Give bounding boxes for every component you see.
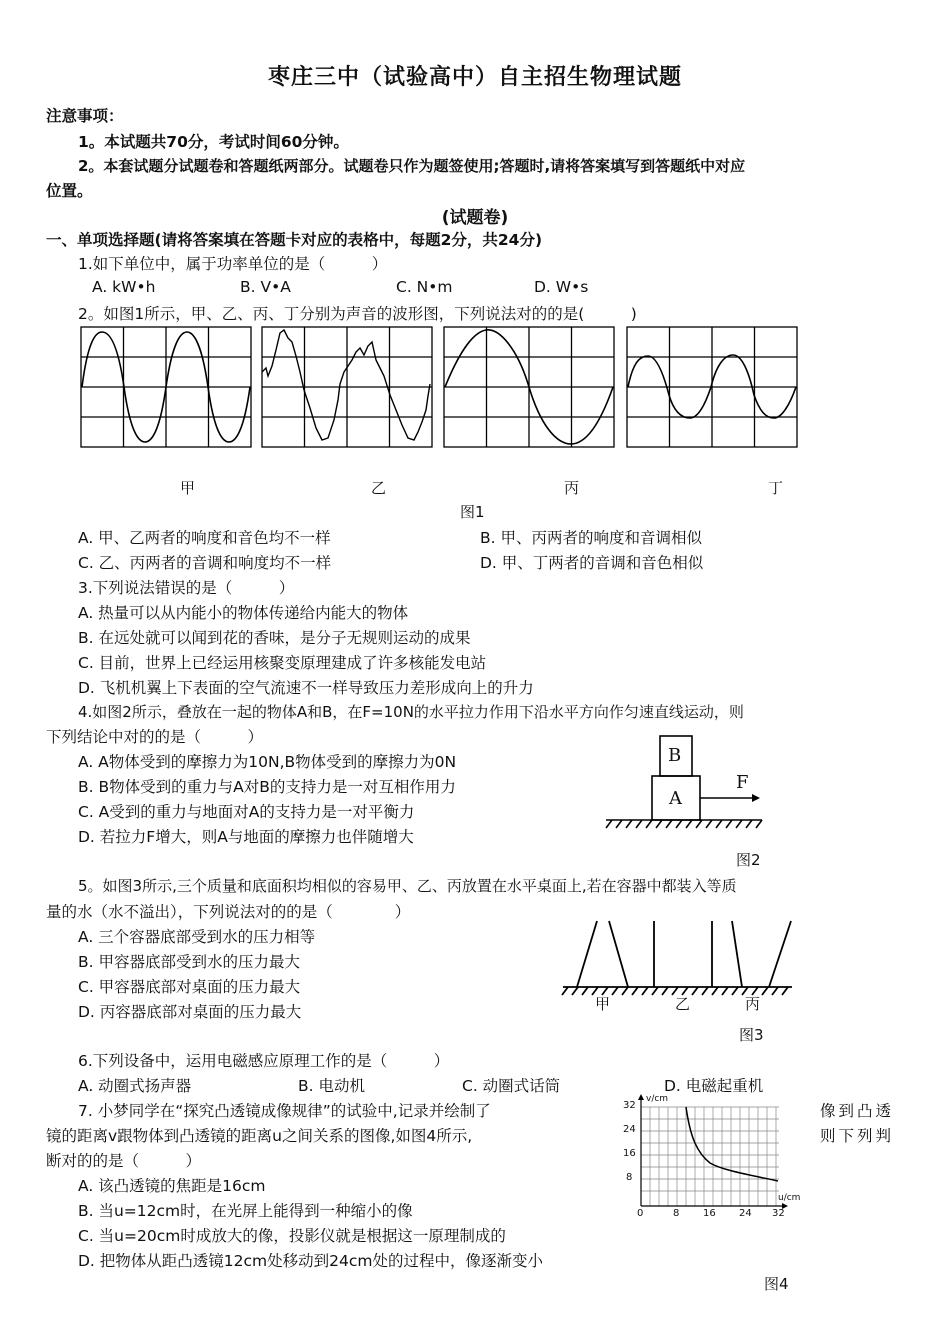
q6-option-b: B. 电动机 bbox=[298, 1077, 365, 1095]
q3-option-c: C. 目前，世界上已经运用核聚变原理建成了许多核能发电站 bbox=[78, 654, 487, 672]
notice-item-1: 1。本试题共70分，考试时间60分钟。 bbox=[78, 133, 349, 151]
q6-option-a: A. 动圈式扬声器 bbox=[78, 1077, 192, 1095]
q5-option-c: C. 甲容器底部对桌面的压力最大 bbox=[78, 978, 301, 996]
wave-label-yi: 乙 bbox=[371, 479, 387, 497]
q4-option-c: C. A受到的重力与地面对A的支持力是一对平衡力 bbox=[78, 803, 415, 821]
graph-x-tick-16: 16 bbox=[703, 1208, 716, 1219]
q7-option-c: C. 当u=20cm时成放大的像，投影仪就是根据这一原理制成的 bbox=[78, 1227, 506, 1245]
q7-stem-cont-2: 断对的的是（ ） bbox=[46, 1152, 202, 1170]
q4-option-a: A. A物体受到的摩擦力为10N,B物体受到的摩擦力为0N bbox=[78, 753, 457, 771]
q3-stem: 3.下列说法错误的是（ ） bbox=[78, 579, 295, 597]
container-label-bing: 丙 bbox=[745, 995, 761, 1013]
q6-stem: 6.下列设备中，运用电磁感应原理工作的是（ ） bbox=[78, 1052, 450, 1070]
q7-stem-right-1: 像到凸透 bbox=[820, 1102, 895, 1120]
q4-stem: 4.如图2所示，叠放在一起的物体A和B，在F=10N的水平拉力作用下沿水平方向作匀速直线运动，则 bbox=[78, 703, 744, 721]
figure-3-caption: 图3 bbox=[739, 1026, 764, 1044]
q6-option-c: C. 动圈式话筒 bbox=[462, 1077, 561, 1095]
graph-y-tick-24: 24 bbox=[623, 1124, 636, 1135]
q2-option-c: C. 乙、丙两者的音调和响度均不一样 bbox=[78, 554, 332, 572]
q4-option-b: B. B物体受到的重力与A对B的支持力是一对互相作用力 bbox=[78, 778, 456, 796]
graph-y-label: v/cm bbox=[646, 1094, 669, 1104]
q5-option-b: B. 甲容器底部受到水的压力最大 bbox=[78, 953, 300, 971]
q3-option-b: B. 在远处就可以闻到花的香味，是分子无规则运动的成果 bbox=[78, 629, 471, 647]
q1-option-b: B. V•A bbox=[240, 278, 291, 296]
q2-option-b: B. 甲、丙两者的响度和音调相似 bbox=[480, 529, 702, 547]
notice-heading: 注意事项： bbox=[46, 107, 124, 125]
notice-item-2-cont: 位置。 bbox=[46, 182, 93, 200]
part1-heading: 一、单项选择题(请将答案填在答题卡对应的表格中，每题2分，共24分) bbox=[46, 231, 543, 249]
graph-x-tick-24: 24 bbox=[739, 1208, 752, 1219]
graph-x-tick-8: 8 bbox=[673, 1208, 680, 1219]
graph-x-tick-0: 0 bbox=[637, 1208, 644, 1219]
q1-stem: 1.如下单位中，属于功率单位的是（ ） bbox=[78, 255, 388, 273]
q2-stem: 2。如图1所示，甲、乙、丙、丁分别为声音的波形图，下列说法对的的是( ) bbox=[78, 305, 637, 323]
figure-4-caption: 图4 bbox=[764, 1275, 789, 1293]
container-label-yi: 乙 bbox=[675, 995, 691, 1013]
figure-2-caption: 图2 bbox=[736, 851, 761, 869]
q4-stem-cont: 下列结论中对的的是（ ） bbox=[46, 728, 264, 746]
q1-option-d: D. W•s bbox=[534, 278, 589, 296]
graph-x-tick-32: 32 bbox=[772, 1208, 785, 1219]
q6-option-d: D. 电磁起重机 bbox=[664, 1077, 764, 1095]
q4-option-d: D. 若拉力F增大，则A与地面的摩擦力也伴随增大 bbox=[78, 828, 414, 846]
block-a-label: A bbox=[669, 788, 682, 809]
figure-1-caption: 图1 bbox=[460, 503, 485, 521]
graph-y-tick-32: 32 bbox=[623, 1100, 636, 1111]
section-title: (试题卷) bbox=[441, 208, 509, 228]
graph-y-tick-8: 8 bbox=[626, 1172, 633, 1183]
q2-option-a: A. 甲、乙两者的响度和音色均不一样 bbox=[78, 529, 331, 547]
q7-stem-right-2: 则下列判 bbox=[820, 1127, 895, 1145]
q7-option-a: A. 该凸透镜的焦距是16cm bbox=[78, 1177, 266, 1195]
container-label-jia: 甲 bbox=[595, 995, 611, 1013]
q5-option-a: A. 三个容器底部受到水的压力相等 bbox=[78, 928, 316, 946]
graph-grid bbox=[641, 1107, 779, 1206]
force-label: F bbox=[736, 772, 749, 793]
graph-curve bbox=[686, 1107, 778, 1181]
q7-stem-cont: 镜的距离v跟物体到凸透镜的距离u之间关系的图像,如图4所示, bbox=[46, 1127, 473, 1145]
notice-item-2: 2。本套试题分试题卷和答题纸两部分。试题卷只作为题签使用;答题时,请将答案填写到答题纸中对应 bbox=[78, 157, 746, 175]
q1-option-a: A. kW•h bbox=[92, 278, 156, 296]
wave-label-jia: 甲 bbox=[180, 479, 196, 497]
q3-option-d: D. 飞机机翼上下表面的空气流速不一样导致压力差形成向上的升力 bbox=[78, 679, 534, 697]
q3-option-a: A. 热量可以从内能小的物体传递给内能大的物体 bbox=[78, 604, 409, 622]
graph-x-label: u/cm bbox=[778, 1193, 801, 1203]
q5-stem: 5。如图3所示,三个质量和底面积均相似的容易甲、乙、丙放置在水平桌面上,若在容器中都装入等质 bbox=[78, 877, 737, 895]
graph-y-tick-16: 16 bbox=[623, 1148, 636, 1159]
q7-option-d: D. 把物体从距凸透镜12cm处移动到24cm处的过程中，像逐渐变小 bbox=[78, 1252, 543, 1270]
q5-option-d: D. 丙容器底部对桌面的压力最大 bbox=[78, 1003, 302, 1021]
q1-option-c: C. N•m bbox=[396, 278, 453, 296]
q5-stem-cont: 量的水（水不溢出），下列说法对的的是（ ） bbox=[46, 903, 411, 921]
q2-option-d: D. 甲、丁两者的音调和音色相似 bbox=[480, 554, 704, 572]
wave-label-bing: 丙 bbox=[564, 479, 580, 497]
wave-label-ding: 丁 bbox=[768, 479, 784, 497]
q7-option-b: B. 当u=12cm时，在光屏上能得到一种缩小的像 bbox=[78, 1202, 413, 1220]
block-b-label: B bbox=[668, 745, 682, 766]
page-title: 枣庄三中（试验高中）自主招生物理试题 bbox=[267, 65, 682, 90]
q7-stem: 7. 小梦同学在“探究凸透镜成像规律”的试验中,记录并绘制了 bbox=[78, 1102, 491, 1120]
